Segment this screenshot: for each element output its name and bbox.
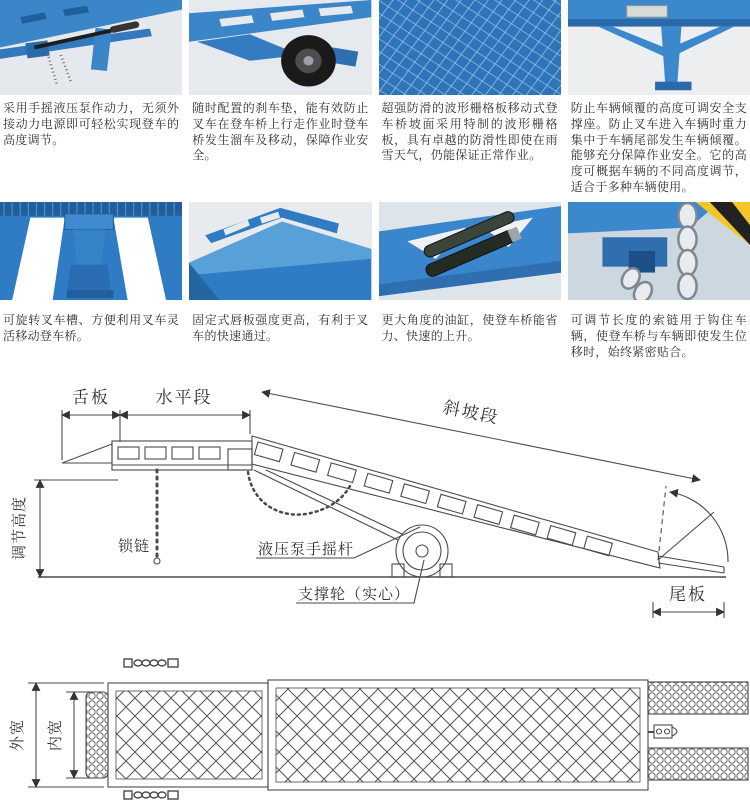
caption-row-2 [0,311,750,369]
feature-caption-5: 可旋转叉车槽、方便利用叉车灵活移动登车桥。 [3,313,180,343]
feature-photo-hand-pump [0,0,182,95]
feature-caption-3: 超强防滑的波形栅格板移动式登车桥坡面采用特制的波形栅格板，具有卓越的防滑性即使在雨雪天气，仍能保证正常作业。 [381,101,558,163]
feature-caption-7: 更大角度的油缸，使登车桥能省力、快速的上升。 [381,313,558,343]
feature-caption-2: 随时配置的刹车垫，能有效防止叉车在登车桥上行走作业时登车桥发生溜车及移动，保障作业安全。 [192,101,369,163]
label-tongue-plate: 舌板 [72,388,110,408]
feature-photo-hook-chain [568,202,750,300]
feature-photo-grid-plate [379,0,561,95]
feature-photo-fork-slot [0,202,182,300]
label-tail-plate: 尾板 [669,585,707,605]
caption-row-1 [0,99,750,200]
label-inner-width: 内宽 [46,718,64,752]
photo-row-1 [0,0,750,95]
label-slope-section: 斜坡段 [441,397,501,429]
label-support-wheel: 支撑轮（实心） [298,585,411,603]
feature-caption-6: 固定式唇板强度更高，有利于叉车的快速通过。 [192,313,369,343]
label-horizontal-section: 水平段 [155,388,213,408]
photo-row-2 [0,202,750,300]
label-hydraulic-pump-lever: 液压泵手摇杆 [258,540,355,558]
label-outer-width: 外宽 [8,718,26,752]
feature-caption-8: 可调节长度的索链用于钩住车辆，使登车桥与车辆即使发生位移时，始终紧密贴合。 [570,313,747,359]
label-adjustable-height: 调节高度 [10,495,28,561]
side-view-diagram [0,370,750,642]
feature-caption-4: 防止车辆倾覆的高度可调安全支撑座。防止叉车进入车辆时重力集中于车辆尾部发生车辆倾覆。能够充分保障作业安全。它的高度可概据车辆的不同高度调节，适合于多种车辆使用。 [570,101,747,195]
label-lock-chain: 锁链 [118,537,151,555]
feature-photo-brake-wheel [189,0,371,95]
top-view-diagram [0,644,750,800]
feature-photo-support-stand [568,0,750,95]
feature-photo-oil-cylinder [379,202,561,300]
feature-caption-1: 采用手摇液压泵作动力，无须外接动力电源即可轻松实现登车的高度调节。 [3,101,180,147]
feature-photo-lip-plate [189,202,371,300]
